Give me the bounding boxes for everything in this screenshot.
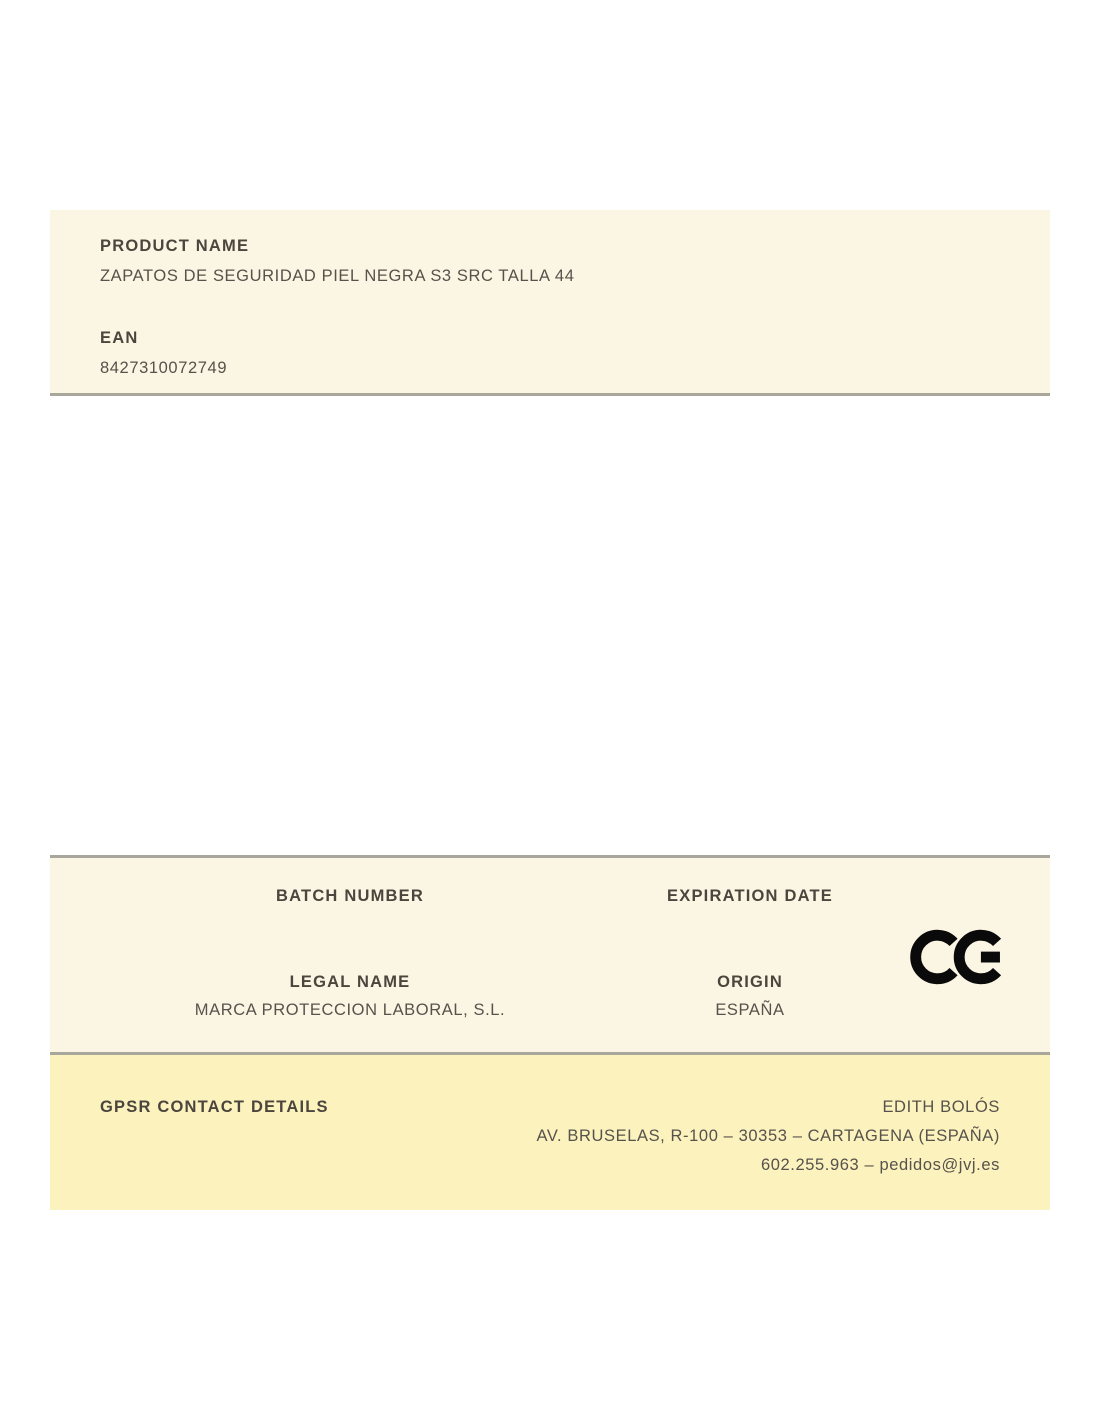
gpsr-contact-section [50, 1055, 1050, 1210]
ean-value: 8427310072749 [100, 359, 228, 377]
legal-name-field [150, 972, 550, 1020]
origin-value: ESPAÑA [715, 1001, 785, 1019]
gpsr-contact-phone-email: 602.255.963 – pedidos@jvj.es [760, 1156, 1000, 1174]
origin-label: ORIGIN [717, 973, 783, 991]
batch-legal-info-section [50, 855, 1050, 1055]
ean-label: EAN [100, 329, 139, 347]
origin-field [550, 972, 950, 1020]
gpsr-contact-block [537, 1093, 1001, 1180]
product-name-label: PRODUCT NAME [100, 237, 250, 255]
ce-mark-icon [910, 928, 1002, 986]
product-info-section [50, 210, 1050, 396]
legal-origin-row [150, 972, 950, 1020]
legal-name-label: LEGAL NAME [289, 973, 411, 991]
batch-expiration-row [150, 886, 950, 906]
batch-number-label: BATCH NUMBER [276, 887, 424, 905]
expiration-date-label: EXPIRATION DATE [667, 887, 833, 905]
product-name-value: ZAPATOS DE SEGURIDAD PIEL NEGRA S3 SRC TALLA 44 [100, 267, 575, 285]
legal-name-value: MARCA PROTECCION LABORAL, S.L. [194, 1001, 506, 1019]
gpsr-contact-title: GPSR CONTACT DETAILS [100, 1098, 329, 1116]
gpsr-contact-name: EDITH BOLÓS [882, 1098, 1000, 1116]
gpsr-contact-address: AV. BRUSELAS, R-100 – 30353 – CARTAGENA (ESPAÑA) [536, 1127, 1000, 1145]
